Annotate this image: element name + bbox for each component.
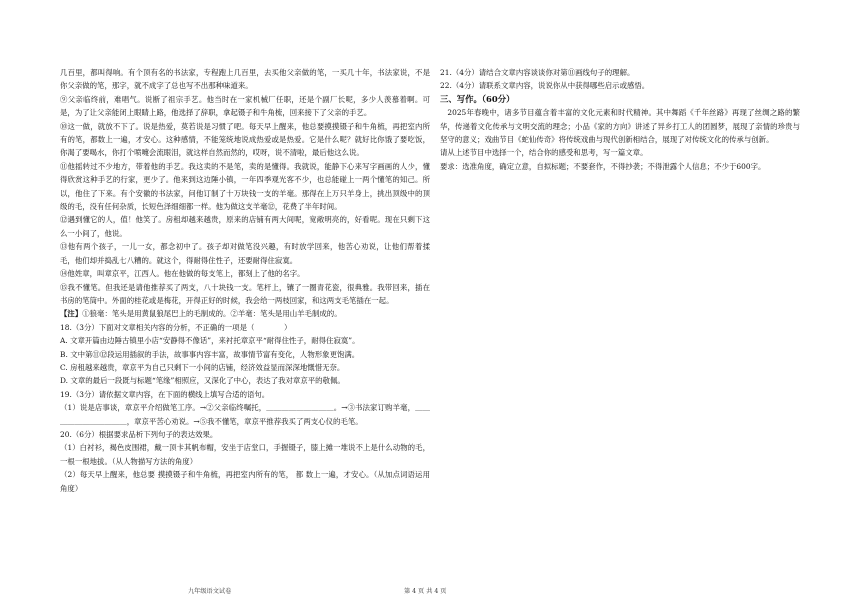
- annotation-note: [60, 307, 430, 320]
- right-column: [440, 66, 800, 173]
- question-19: 19.（3分）请依据文章内容，在下面的横线上填写合适的语句。: [60, 389, 270, 399]
- passage-paragraph: 几百里，都叫得响。有个顶有名的书法家，专程跑上几百里，去买他父亲做的笔，一买几十年，书法家说，不是你父亲做的笔，那字，就不成字了总也写不出那种味道来。: [60, 68, 430, 91]
- question-20: 20.（6分）根据要求品析下列句子的表达效果。: [60, 429, 218, 439]
- left-column: [60, 66, 430, 495]
- note-text: ①狼毫：笔头是用黄鼠狼尾巴上的毛制成的。②羊毫：笔头是用山羊毛制成的。: [82, 309, 342, 319]
- passage-paragraph: ⑮我不懂笔。但我还是请他推荐买了两支，八十块钱一支。笔杆上，镶了一圈青花瓷，很典雅。我带回来，插在书房的笔筒中。外面的桂花或是梅花，开得正好的时候，我会给一两枝回家，和这两支毛笔插在一起。: [60, 282, 430, 305]
- note-label: 【注】: [60, 309, 83, 319]
- question-19-blanks: （1）说是店事谈，章京平介绍做笔工序。→②父亲临终嘱托，＿＿＿＿＿＿＿＿＿。→③书法家订购羊毫，＿＿＿＿＿＿＿＿＿＿＿，章京平苦心劝说。→⑤我不懂笔，章京平推荐我买了两支心仪的毛笔。: [60, 403, 430, 426]
- footer-exam-name: 九年级语文试卷: [188, 588, 232, 595]
- question-21: 21.（4分）请结合文章内容谈谈你对第⑪画线句子的理解。: [440, 68, 635, 77]
- writing-prompt: 2025年春晚中，诸多节目蕴含着丰富的文化元素和时代精神。其中舞蹈《千年丝路》再现了丝绸之路的繁华，传递着文化传承与文明交流的理念；小品《家的方向》讲述了异乡打工人的团圆梦，展现了亲情的珍贵与坚守的意义；戏曲节目《蛇仙传奇》将传统戏曲与现代创新相结合，展现了对传统文化的传承与创新。: [440, 108, 800, 145]
- option-d: D. 文章的最后一段既与标题“笔缘”相照应，又深化了中心，表达了我对章京平的敬佩。: [60, 376, 345, 386]
- passage-paragraph: ⑪他摇转过不少地方，带着他的手艺。我这卖的不是笔，卖的是懂得。我就说，能静下心来写字画画的人少，懂得欣赏这种手艺的行家，更少了。他来到这边陲小镇，一年四季观光客不少，也总能碰上一两个懂笔的知己。所以，他住了下来。有个安徽的书法家，问他订制了十万块钱一支的羊毫。那得在上万只羊身上，挑出顶级中的顶级的毛，没有任何杂质，长短色泽细细都一样。他为做这支羊毫⑫，花费了半年时间。: [60, 161, 430, 212]
- question-22: 22.（4分）请联系文章内容，说说你从中获得哪些启示或感悟。: [440, 81, 650, 91]
- passage-paragraph: ⑭他姓章，叫章京平，江西人。他在他做的每支笔上，都刻上了他的名字。: [60, 269, 305, 279]
- option-b: B. 文中第⑪⑫段运用插叙的手法，故事事内容丰富，故事情节富有变化，人物形象更饱满。: [60, 349, 360, 359]
- writing-section-title: 三、写作。（60分）: [440, 93, 515, 104]
- question-18: 18.（3分）下面对文章相关内容的分析，不正确的一项是（ ）: [60, 322, 292, 332]
- writing-requirements: 要求：选准角度，确定立意，自拟标题；不要套作，不得抄袭；不得泄露个人信息；不少于600字。: [440, 161, 766, 171]
- question-20-part-1: （1）白衬衫，褐色皮围裙，戴一顶卡其帆布帽，安坐于店堂口，手握镊子，膝上摊一堆说不上是什么动物的毛，一根一根地拔。（从人物描写方法的角度）: [60, 443, 430, 466]
- option-c: C. 房租越来越贵，章京平为自己只剩下一小间的店铺，经济效益显而深深地慨惜无奈。: [60, 362, 345, 372]
- writing-task: 请从上述节目中选择一个，结合你的感受和思考，写一篇文章。: [440, 148, 648, 158]
- passage-paragraph: ⑨父亲临终前，难唱气。说断了祖宗手艺。他当时在一家机械厂任职，还是个副厂长呢，多少人羡慕着啊。可是，为了让父亲能闭上眼睛上路，他选择了辞职，拿起镊子和牛角梳，回来接下了父亲的手艺。: [60, 94, 430, 118]
- footer-page-number: 第 4 页 共 4 页: [404, 588, 447, 595]
- question-20-part-2: （2）每天早上醒来，他总要 摸摸镊子和牛角梳，再把室内所有的笔， 都 数上一遍，才安心。（从加点词语运用角度）: [60, 470, 430, 493]
- passage-paragraph: ⑩这一做，就放不下了。说是热爱，莫若说是习惯了吧。每天早上醒来，他总要摸摸镊子和牛角梳，再把室内所有的笔，都数上一遍，才安心。这种感情，不能笼统地说成热爱或是热爱。它是什么呢？就好比你饿了要吃饭，你渴了要喝水，你打个喷嚏会流眼泪，就这样自然而然的，哎呀，说不清啦，最后他这么说。: [60, 121, 430, 158]
- column-divider: [434, 66, 435, 566]
- passage-paragraph: ⑫遇到懂它的人，值！他笑了。房租却越来越贵，原来的店铺有两大间呢，宽敞明亮的，好看呢。现在只剩下这么一小间了，他说。: [60, 215, 430, 238]
- option-a: A. 文章开篇由边陲古镇里小店“安静得不像话”，来衬托章京平“耐得住性子，耐得住寂寞”。: [60, 336, 360, 346]
- passage-paragraph: ⑬他有两个孩子，一儿一女，都念初中了。孩子却对做笔没兴趣，有时放学回来，他苦心劝说，让他们帮着揉毛，他们却并捣乱七八糟的。就这个，得耐得住性子，还要耐得住寂寞。: [60, 242, 430, 265]
